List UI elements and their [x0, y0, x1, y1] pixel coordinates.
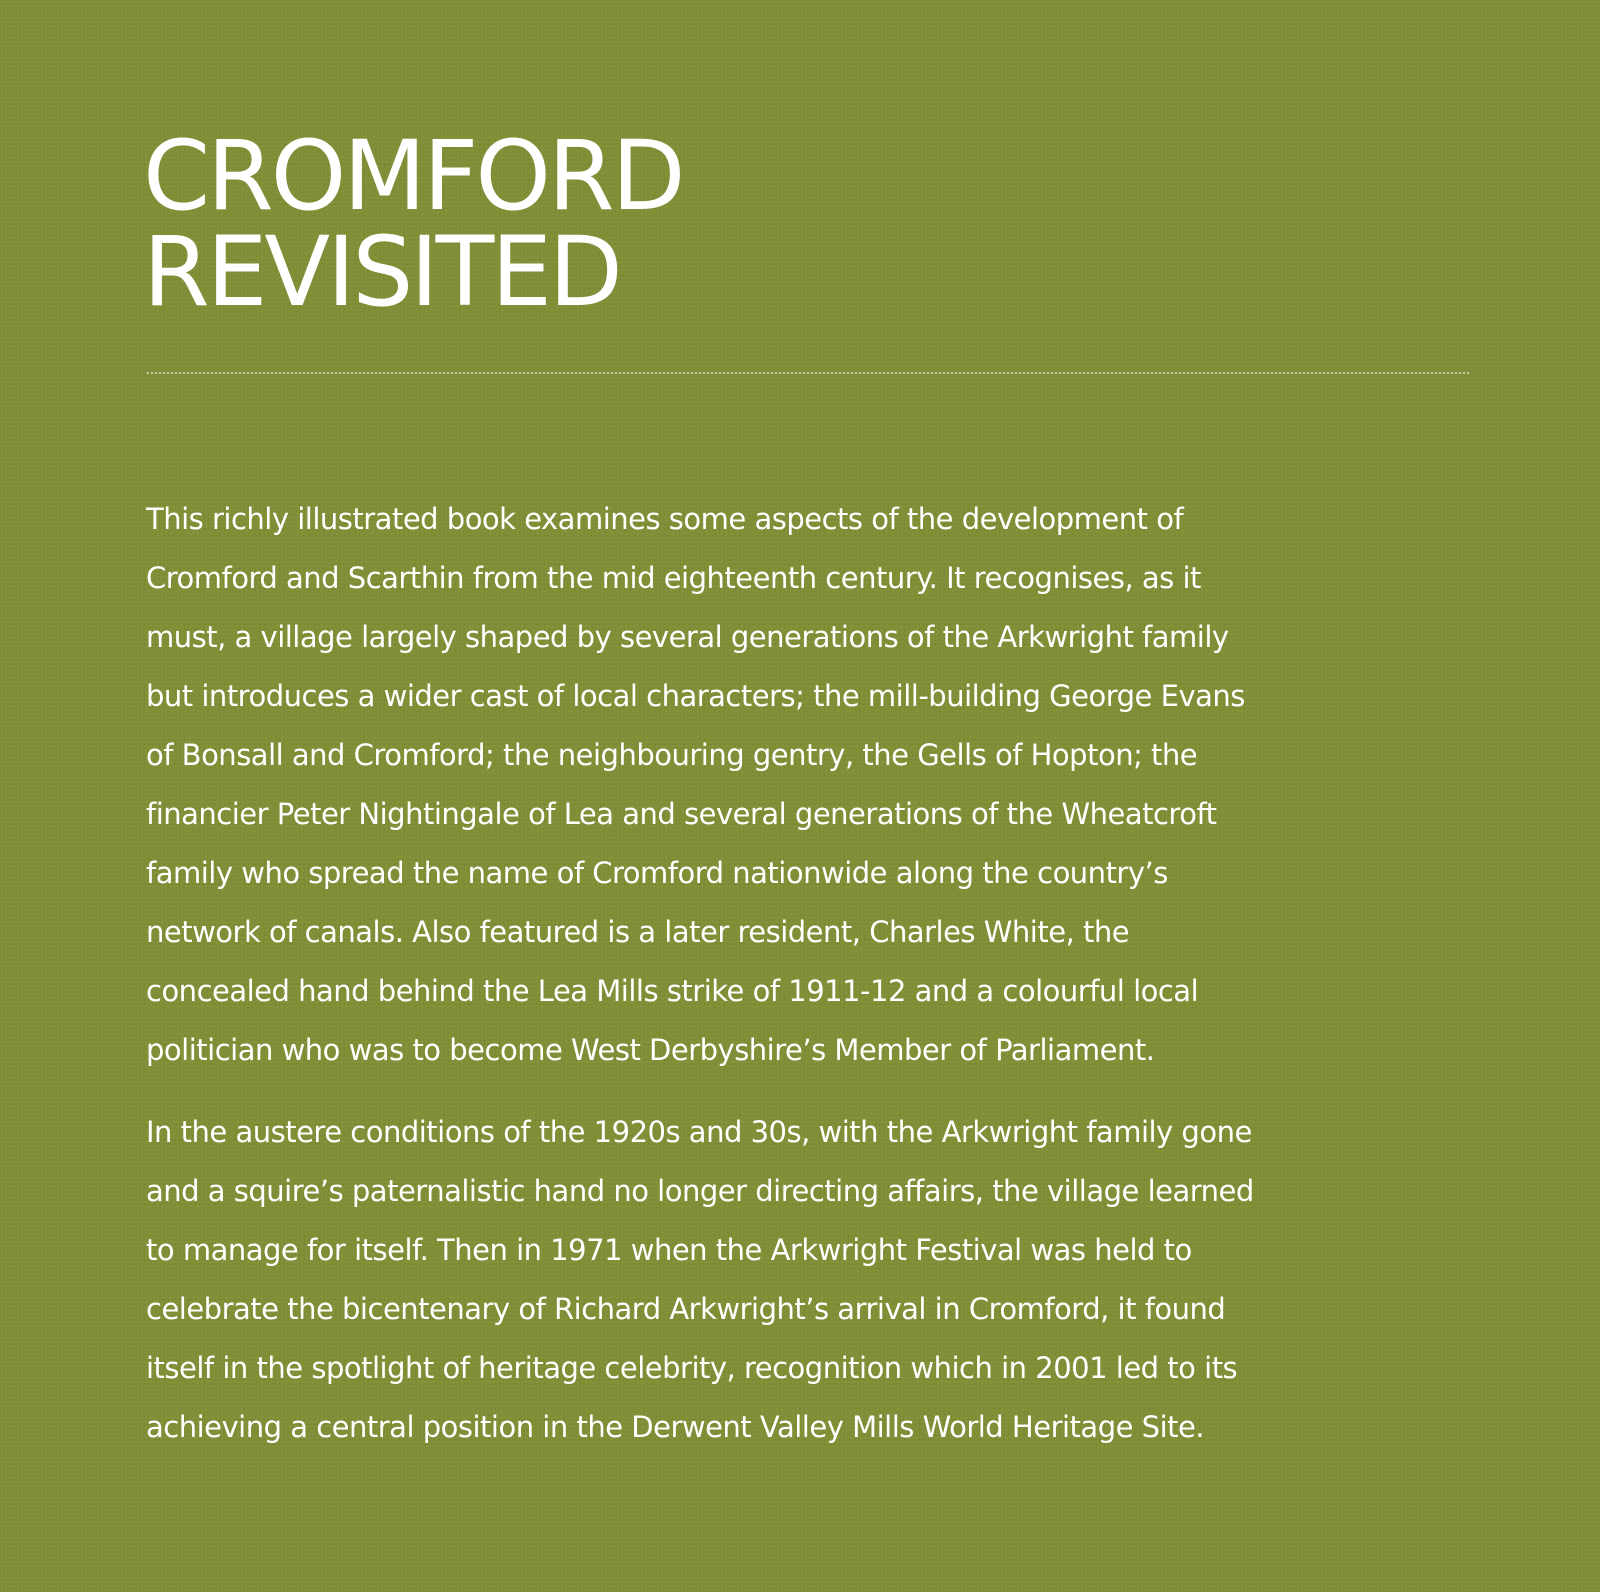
text-line: financier Peter Nightingale of Lea and several generations of the Wheatcroft	[146, 797, 1217, 831]
blurb	[146, 490, 1466, 1457]
blurb-paragraph-1	[146, 490, 1466, 1080]
book-title	[143, 120, 683, 328]
book-title-line-2: REVISITED	[143, 216, 620, 328]
text-line: itself in the spotlight of heritage celebrity, recognition which in 2001 led to its	[146, 1351, 1238, 1385]
text-line: but introduces a wider cast of local characters; the mill-building George Evans	[146, 679, 1245, 713]
text-line: celebrate the bicentenary of Richard Arkwright’s arrival in Cromford, it found	[146, 1292, 1226, 1326]
text-line: and a squire’s paternalistic hand no longer directing affairs, the village learned	[146, 1174, 1254, 1208]
text-line: achieving a central position in the Derwent Valley Mills World Heritage Site.	[146, 1410, 1205, 1444]
book-title-line-1: CROMFORD	[143, 120, 683, 232]
text-line: In the austere conditions of the 1920s and 30s, with the Arkwright family gone	[146, 1115, 1252, 1149]
blurb-paragraph-2	[146, 1103, 1466, 1457]
text-line: of Bonsall and Cromford; the neighbouring gentry, the Gells of Hopton; the	[146, 738, 1198, 772]
text-line: concealed hand behind the Lea Mills strike of 1911-12 and a colourful local	[146, 974, 1199, 1008]
text-line: family who spread the name of Cromford nationwide along the country’s	[146, 856, 1168, 890]
dotted-divider	[147, 372, 1469, 374]
text-line: to manage for itself. Then in 1971 when the Arkwright Festival was held to	[146, 1233, 1192, 1267]
text-line: must, a village largely shaped by several generations of the Arkwright family	[146, 620, 1229, 654]
text-line: Cromford and Scarthin from the mid eighteenth century. It recognises, as it	[146, 561, 1201, 595]
text-line: network of canals. Also featured is a later resident, Charles White, the	[146, 915, 1130, 949]
text-line: This richly illustrated book examines some aspects of the development of	[146, 502, 1184, 536]
text-line: politician who was to become West Derbyshire’s Member of Parliament.	[146, 1033, 1155, 1067]
